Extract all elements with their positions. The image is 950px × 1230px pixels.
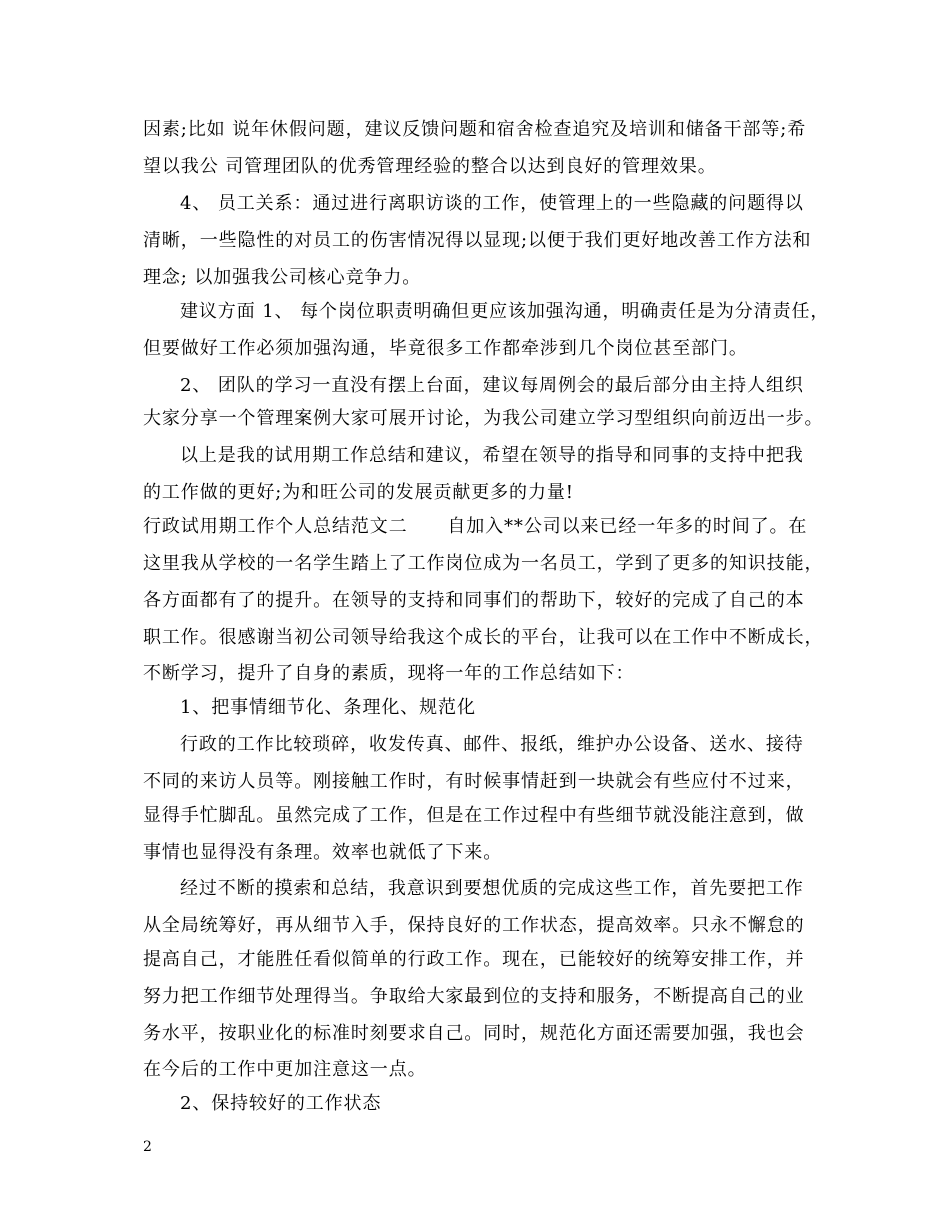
text-line: 经过不断的摸索和总结，我意识到要想优质的完成这些工作，首先要把工作 — [180, 878, 804, 899]
text-line: 清晰，一些隐性的对员工的伤害情况得以显现;以便于我们更好地改善工作方法和 — [143, 230, 812, 251]
text-line: 望以我公 司管理团队的优秀管理经验的整合以达到良好的管理效果。 — [143, 156, 717, 177]
subheading-line: 2、保持较好的工作状态 — [180, 1093, 382, 1114]
text-line: 这里我从学校的一名学生踏上了工作岗位成为一名员工，学到了更多的知识技能， — [143, 553, 824, 574]
text-line: 的工作做的更好;为和旺公司的发展贡献更多的力量! — [143, 482, 574, 503]
text-line: 因素;比如 说年休假问题，建议反馈问题和宿舍检查追究及培训和储备干部等;希 — [143, 119, 807, 140]
text-line: 2、 团队的学习一直没有摆上台面，建议每周例会的最后部分由主持人组织 — [180, 375, 804, 396]
text-line: 不断学习，提升了自身的素质，现将一年的工作总结如下： — [143, 663, 635, 684]
text-line: 从全局统筹好，再从细节入手，保持良好的工作状态，提高效率。只永不懈怠的 — [143, 915, 805, 936]
text-line: 理念; 以加强我公司核心竞争力。 — [143, 267, 422, 288]
text-line: 但要做好工作必须加强沟通，毕竟很多工作都牵涉到几个岗位甚至部门。 — [143, 338, 748, 359]
section-heading-line: 行政试用期工作个人总结范文二 自加入**公司以来已经一年多的时间了。在 — [143, 516, 808, 537]
text-line: 努力把工作细节处理得当。争取给大家最到位的支持和服务，不断提高自己的业 — [143, 986, 805, 1007]
text-line: 事情也显得没有条理。效率也就低了下来。 — [143, 842, 503, 863]
text-line: 务水平，按职业化的标准时刻要求自己。同时，规范化方面还需要加强，我也会 — [143, 1023, 805, 1044]
subheading-line: 1、把事情细节化、条理化、规范化 — [180, 697, 476, 718]
text-line: 建议方面 1、 每个岗位职责明确但更应该加强沟通，明确责任是为分清责任， — [180, 301, 830, 322]
text-line: 各方面都有了的提升。在领导的支持和同事们的帮助下，较好的完成了自己的本 — [143, 590, 805, 611]
text-line: 在今后的工作中更加注意这一点。 — [143, 1059, 427, 1080]
text-line: 大家分享一个管理案例大家可展开讨论，为我公司建立学习型组织向前迈出一步。 — [143, 408, 824, 429]
text-line: 提高自己，才能胜任看似简单的行政工作。现在，已能较好的统筹安排工作，并 — [143, 949, 805, 970]
page-number: 2 — [143, 1139, 152, 1155]
text-line: 不同的来访人员等。刚接触工作时，有时候事情赶到一块就会有些应付不过来， — [143, 771, 805, 792]
text-line: 以上是我的试用期工作总结和建议，希望在领导的指导和同事的支持中把我 — [180, 445, 804, 466]
text-line: 行政的工作比较琐碎，收发传真、邮件、报纸，维护办公设备、送水、接待 — [180, 734, 804, 755]
text-line: 职工作。很感谢当初公司领导给我这个成长的平台，让我可以在工作中不断成长， — [143, 627, 824, 648]
text-line: 显得手忙脚乱。虽然完成了工作，但是在工作过程中有些细节就没能注意到，做 — [143, 805, 805, 826]
text-line: 4、 员工关系：通过进行离职访谈的工作，使管理上的一些隐藏的问题得以 — [180, 193, 804, 214]
